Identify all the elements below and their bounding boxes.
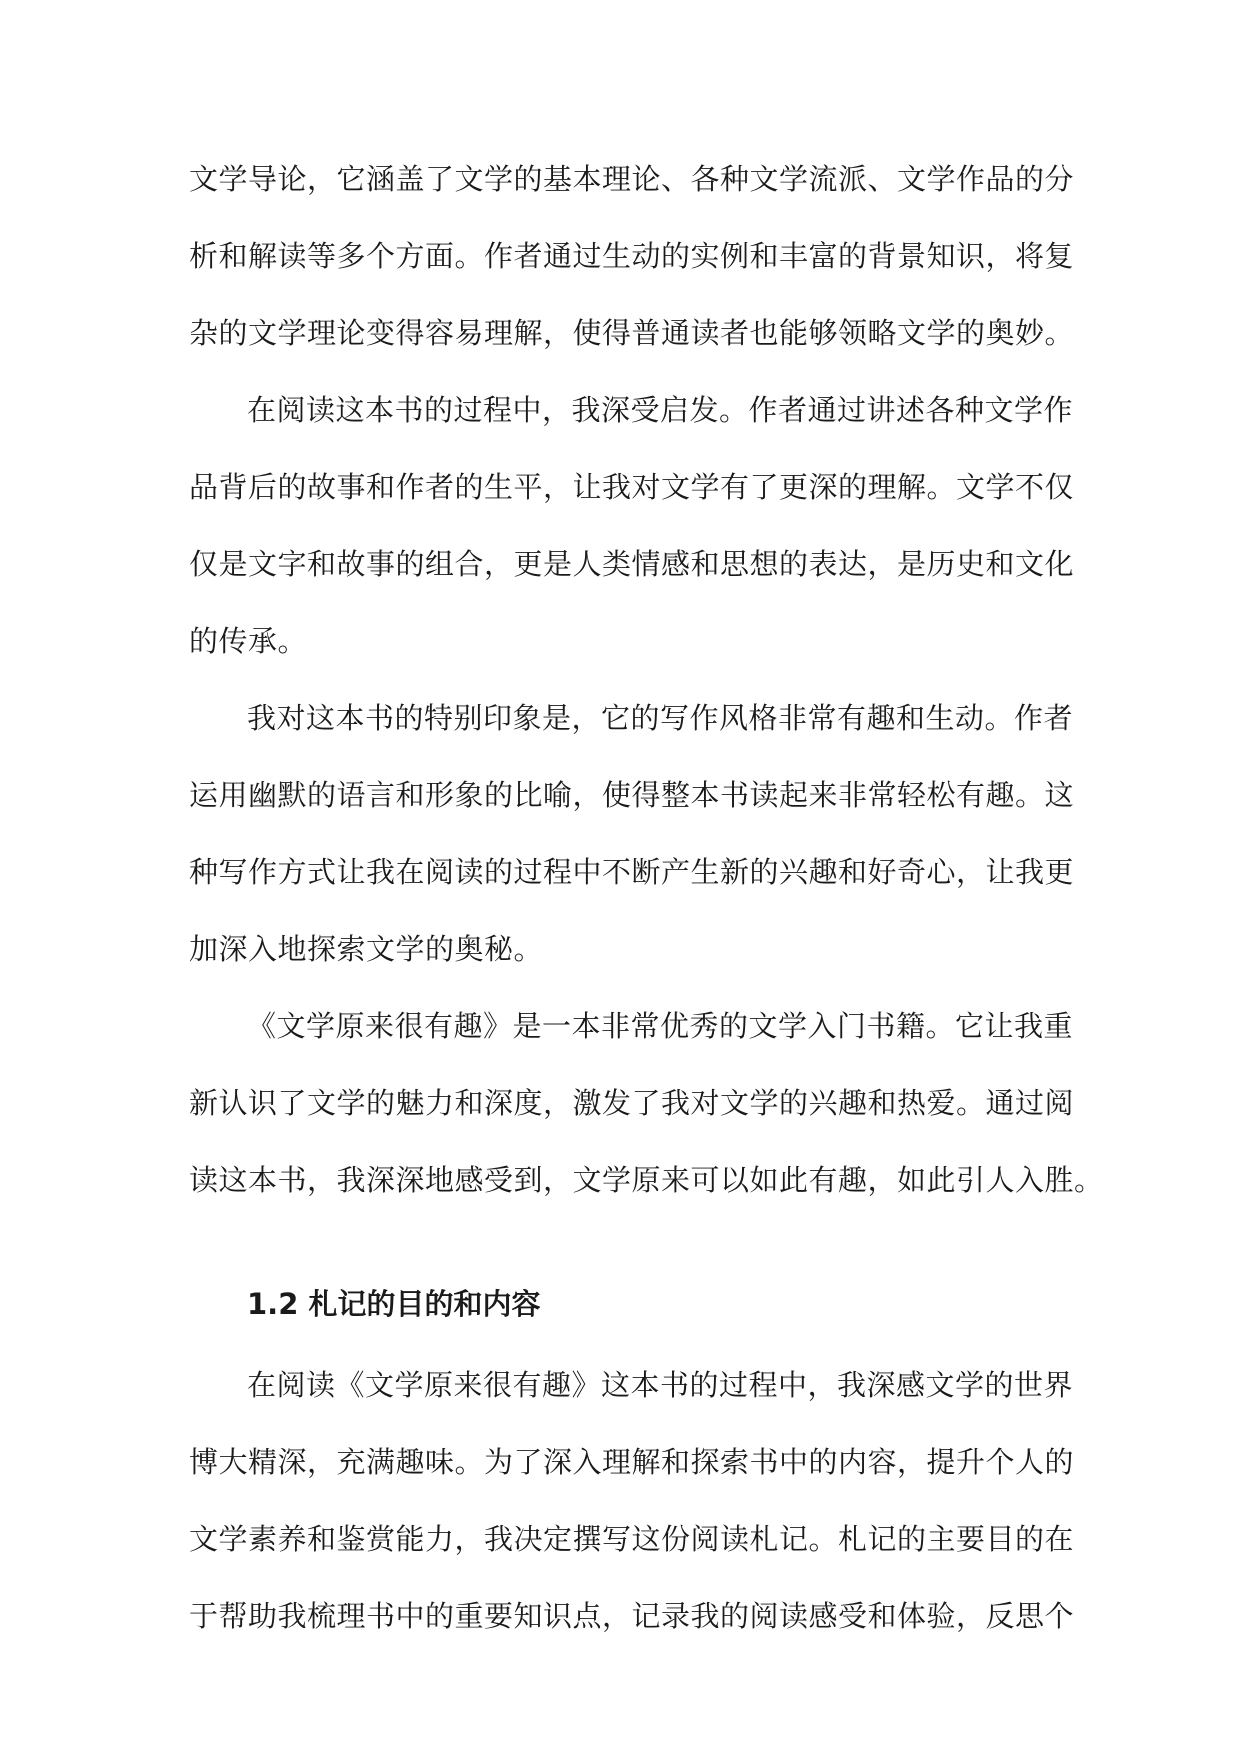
text-line: 析和解读等多个方面。作者通过生动的实例和丰富的背景知识，将复 xyxy=(189,239,1075,273)
paragraph-2 xyxy=(189,372,1075,680)
paragraph-1 xyxy=(189,141,1075,372)
paragraph-5 xyxy=(189,1347,1075,1655)
paragraph-4 xyxy=(189,988,1104,1219)
text-line: 种写作方式让我在阅读的过程中不断产生新的兴趣和好奇心，让我更 xyxy=(189,855,1075,889)
text-line: 品背后的故事和作者的生平，让我对文学有了更深的理解。文学不仅 xyxy=(189,470,1075,504)
text-line: 在阅读《文学原来很有趣》这本书的过程中，我深感文学的世界 xyxy=(247,1368,1074,1402)
document-page xyxy=(189,141,1104,1655)
text-line: 文学素养和鉴赏能力，我决定撰写这份阅读札记。札记的主要目的在 xyxy=(189,1522,1075,1556)
text-line: 加深入地探索文学的奥秘。 xyxy=(189,932,544,966)
text-line: 《文学原来很有趣》是一本非常优秀的文学入门书籍。它让我重 xyxy=(247,1009,1074,1043)
paragraph-3 xyxy=(189,680,1075,988)
text-line: 在阅读这本书的过程中，我深受启发。作者通过讲述各种文学作 xyxy=(247,393,1074,427)
text-line: 博大精深，充满趣味。为了深入理解和探索书中的内容，提升个人的 xyxy=(189,1445,1075,1479)
text-line: 文学导论，它涵盖了文学的基本理论、各种文学流派、文学作品的分 xyxy=(189,162,1075,196)
text-line: 读这本书，我深深地感受到，文学原来可以如此有趣，如此引人入胜。 xyxy=(189,1163,1104,1197)
text-line: 于帮助我梳理书中的重要知识点，记录我的阅读感受和体验，反思个 xyxy=(189,1599,1075,1633)
text-line: 仅是文字和故事的组合，更是人类情感和思想的表达，是历史和文化 xyxy=(189,547,1075,581)
text-line: 的传承。 xyxy=(189,624,308,658)
section-heading: 1.2 札记的目的和内容 xyxy=(247,1287,541,1321)
text-line: 新认识了文学的魅力和深度，激发了我对文学的兴趣和热爱。通过阅 xyxy=(189,1086,1075,1120)
text-line: 杂的文学理论变得容易理解，使得普通读者也能够领略文学的奥妙。 xyxy=(189,316,1075,350)
text-line: 我对这本书的特别印象是，它的写作风格非常有趣和生动。作者 xyxy=(247,701,1074,735)
text-line: 运用幽默的语言和形象的比喻，使得整本书读起来非常轻松有趣。这 xyxy=(189,778,1075,812)
